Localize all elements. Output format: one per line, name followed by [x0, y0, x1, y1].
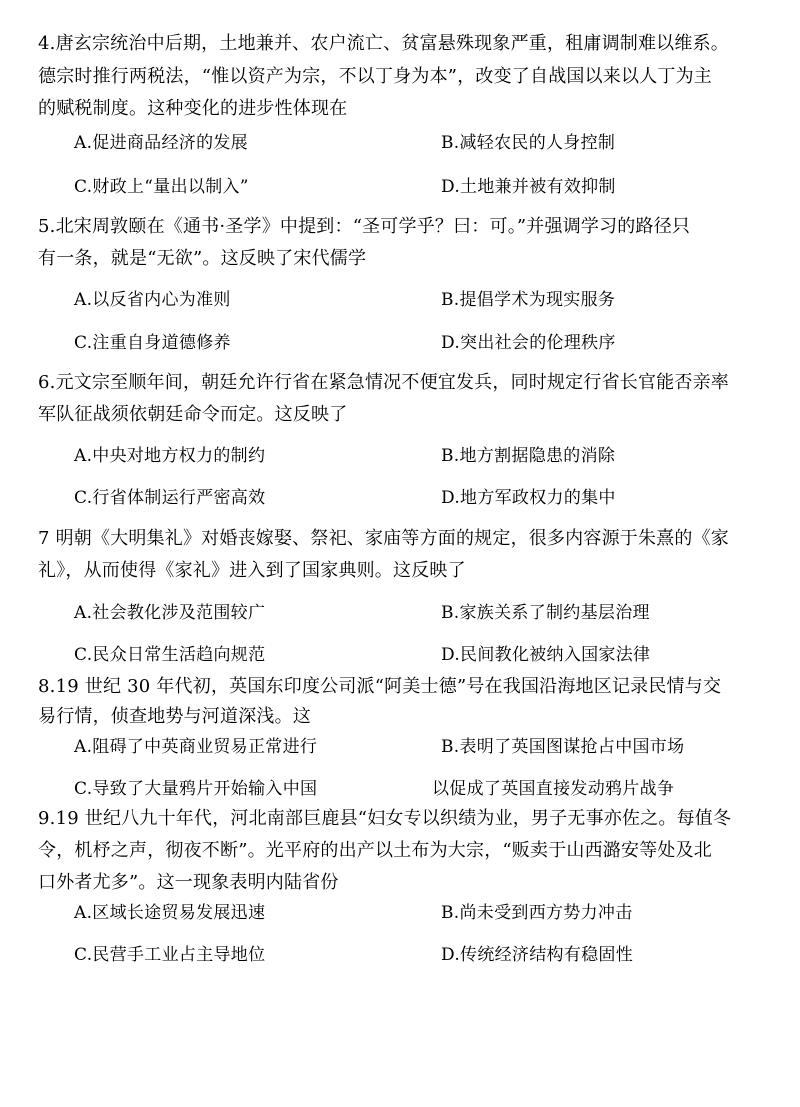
question-7-option-c[interactable]: C.民众日常生活趋向规范 — [74, 645, 266, 665]
question-9-option-c[interactable]: C.民营手工业占主导地位 — [74, 945, 266, 965]
question-6-option-a[interactable]: A.中央对地方权力的制约 — [74, 446, 266, 466]
question-4-option-b[interactable]: B.减轻农民的人身控制 — [441, 133, 616, 153]
question-5-option-b[interactable]: B.提倡学术为现实服务 — [441, 290, 616, 310]
question-4-option-c[interactable]: C.财政上“量出以制入” — [74, 177, 249, 197]
question-5-option-c[interactable]: C.注重自身道德修养 — [74, 333, 231, 353]
question-6-stem-line-1: 6.元文宗至顺年间，朝廷允许行省在紧急情况不便宜发兵，同时规定行省长官能否亲率 — [38, 372, 729, 393]
question-9-option-b[interactable]: B.尚未受到西方势力冲击 — [441, 903, 633, 923]
question-8-stem-line-2: 易行情，侦查地势与河道深浅。这 — [38, 706, 311, 727]
question-9-stem-line-1: 9.19 世纪八九十年代，河北南部巨鹿县“妇女专以织绩为业，男子无事亦佐之。每值冬 — [38, 808, 732, 829]
question-4-option-d[interactable]: D.土地兼并被有效抑制 — [441, 177, 616, 197]
question-9-stem-line-2: 令，机杼之声，彻夜不断”。光平府的出产以土布为大宗，“贩卖于山西潞安等处及北 — [38, 840, 713, 861]
question-5-option-d[interactable]: D.突出社会的伦理秩序 — [441, 333, 616, 353]
question-7-option-d[interactable]: D.民间教化被纳入国家法律 — [441, 645, 651, 665]
question-4-stem-line-1: 4.唐玄宗统治中后期，土地兼并、农户流亡、贫富悬殊现象严重，租庸调制难以维系。 — [38, 33, 729, 54]
question-9-stem-line-3: 口外者尤多”。这一现象表明内陆省份 — [38, 872, 339, 893]
question-6-option-c[interactable]: C.行省体制运行严密高效 — [74, 488, 266, 508]
question-6-stem-line-2: 军队征战须依朝廷命令而定。这反映了 — [38, 404, 348, 425]
question-9-option-d[interactable]: D.传统经济结构有稳固性 — [441, 945, 634, 965]
question-6-option-d[interactable]: D.地方军政权力的集中 — [441, 488, 616, 508]
question-7-stem-line-2: 礼》，从而使得《家礼》进入到了国家典则。这反映了 — [38, 560, 466, 581]
question-4-stem-line-2: 德宗时推行两税法，“惟以资产为宗，不以丁身为本”，改变了自战国以来以人丁为主 — [38, 66, 713, 87]
question-7-option-b[interactable]: B.家族关系了制约基层治理 — [441, 603, 650, 623]
question-9-option-a[interactable]: A.区域长途贸易发展迅速 — [74, 903, 266, 923]
question-4-option-a[interactable]: A.促进商品经济的发展 — [74, 133, 248, 153]
question-6-option-b[interactable]: B.地方割据隐患的消除 — [441, 446, 616, 466]
question-7-option-a[interactable]: A.社会教化涉及范围较广 — [74, 603, 266, 623]
question-7-stem-line-1: 7 明朝《大明集礼》对婚丧嫁娶、祭祀、家庙等方面的规定，很多内容源于朱熹的《家 — [38, 528, 729, 549]
question-5-stem-line-2: 有一条，就是“无欲”。这反映了宋代儒学 — [38, 248, 367, 269]
question-8-option-d[interactable]: 以促成了英国直接发动鸦片战争 — [432, 779, 675, 799]
question-8-stem-line-1: 8.19 世纪 30 年代初，英国东印度公司派“阿美士德”号在我国沿海地区记录民情与交 — [38, 676, 722, 697]
question-8-option-b[interactable]: B.表明了英国图谋抢占中国市场 — [441, 737, 685, 757]
question-5-stem-line-1: 5.北宋周敦颐在《通书·圣学》中提到：“圣可学乎？曰：可。”并强调学习的路径只 — [38, 216, 691, 237]
question-8-option-a[interactable]: A.阻碍了中英商业贸易正常进行 — [74, 737, 318, 757]
question-8-option-c[interactable]: C.导致了大量鸦片开始输入中国 — [74, 779, 318, 799]
question-5-option-a[interactable]: A.以反省内心为准则 — [74, 290, 231, 310]
question-4-stem-line-3: 的赋税制度。这种变化的进步性体现在 — [38, 98, 348, 119]
